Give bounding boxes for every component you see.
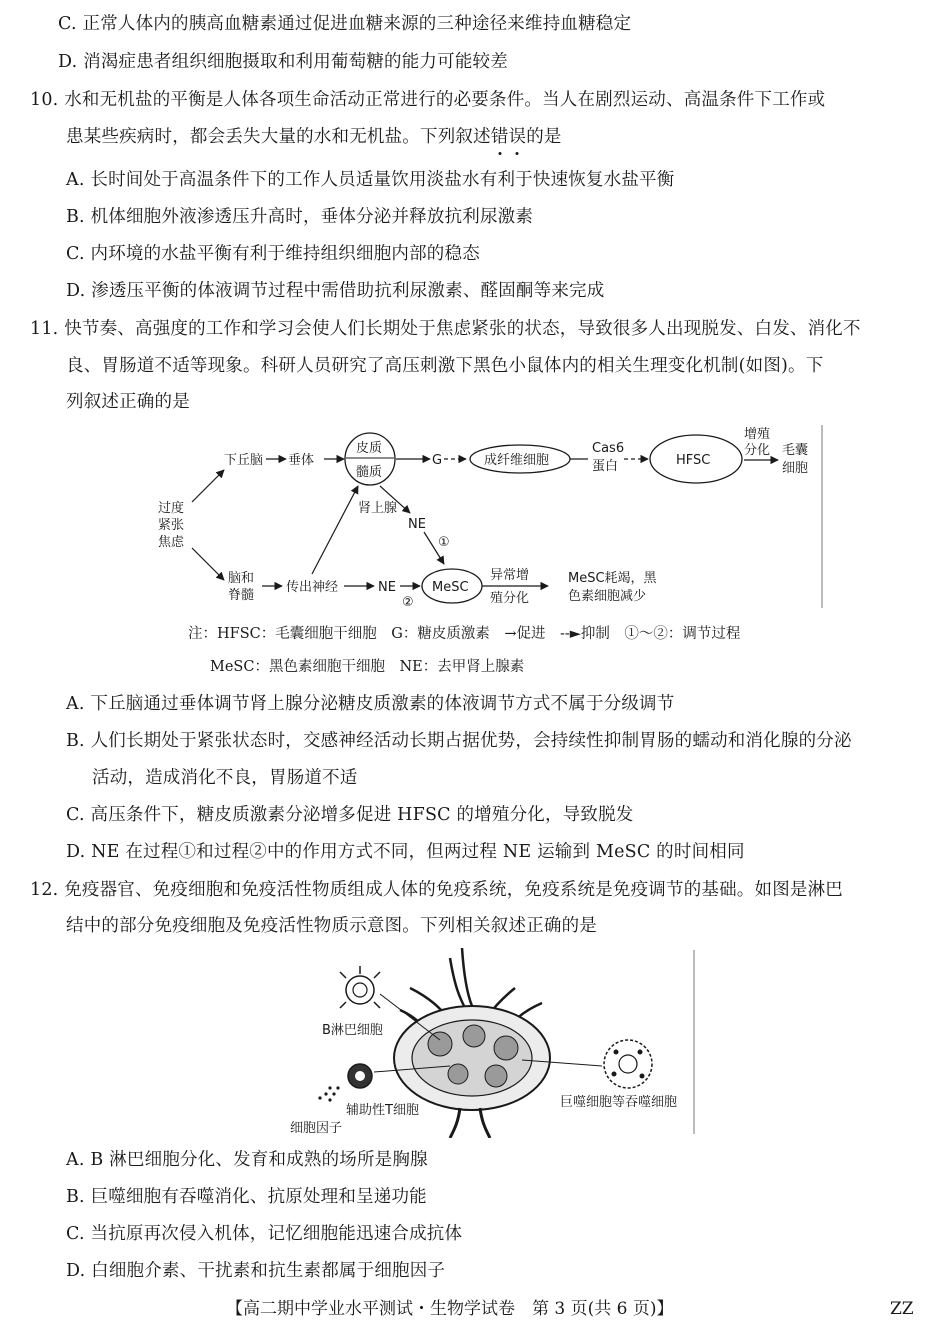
stress-label-1: 过度 [158,501,185,516]
q10-option-b: B. 机体细胞外液渗透压升高时，垂体分泌并释放抗利尿激素 [66,207,534,227]
result-label-2: 色素细胞减少 [568,589,647,604]
efferent-nerve-label: 传出神经 [286,580,339,595]
q9-option-c: C. 正常人体内的胰高血糖素通过促进血糖来源的三种途径来维持血糖稳定 [58,14,632,34]
emphasis-char-2: 误 [508,127,527,147]
b-cell-label: B淋巴细胞 [322,1023,383,1038]
mesc-label: MeSC [432,580,469,595]
cytokine-label: 细胞因子 [290,1121,343,1136]
medulla-label: 髓质 [356,465,383,480]
stress-label-2: 紧张 [158,518,185,533]
lymph-node-figure [290,948,700,1138]
ne-label-2: NE [378,580,396,595]
page-footer-code: ZZ [890,1299,914,1319]
helper-t-cell-label: 辅助性T细胞 [346,1103,419,1118]
pituitary-label: 垂体 [288,453,315,468]
fibroblast-label: 成纤维细胞 [484,453,550,468]
brain-label-2: 脊髓 [228,588,255,603]
diagram-note-line2: MeSC：黑色素细胞干细胞 NE：去甲肾上腺素 [210,659,525,675]
process-1-marker: ① [438,535,450,550]
emphasis-char-1: 错 [490,127,509,147]
q10-stem-line2: 患某些疾病时，都会丢失大量的水和无机盐。下列叙述错误的是 [66,127,562,147]
q12-option-c: C. 当抗原再次侵入机体，记忆细胞能迅速合成抗体 [66,1224,463,1244]
g-label: G [432,453,443,468]
abnormal-label-2: 殖分化 [490,591,530,606]
cas6-label-2: 蛋白 [592,459,619,474]
proliferation-label-2: 分化 [744,443,771,458]
adrenal-label: 肾上腺 [358,501,398,516]
q10-option-c: C. 内环境的水盐平衡有利于维持组织细胞内部的稳态 [66,244,480,264]
page-footer-title: 【高二期中学业水平测试・生物学试卷 第 3 页(共 6 页)】 [226,1299,674,1319]
diagram-note-line1: 注：HFSC：毛囊细胞干细胞 G：糖皮质激素 →促进 --►抑制 ①～②：调节过程 [188,626,741,642]
result-label-1: MeSC耗竭，黑 [568,571,657,586]
q11-stem-line2: 良、胃肠道不适等现象。科研人员研究了高压刺激下黑色小鼠体内的相关生理变化机制(如图)。下 [66,356,824,376]
macrophage-label: 巨噬细胞等吞噬细胞 [560,1095,678,1110]
abnormal-label-1: 异常增 [490,568,530,583]
q11-option-b-line1: B. 人们长期处于紧张状态时，交感神经活动长期占据优势，会持续性抑制胃肠的蠕动和消化腺的分泌 [66,731,852,751]
q10-option-d: D. 渗透压平衡的体液调节过程中需借助抗利尿激素、醛固酮等来完成 [66,281,605,301]
q11-option-d: D. NE 在过程①和过程②中的作用方式不同，但两过程 NE 运输到 MeSC 的时间相同 [66,842,745,862]
cortex-label: 皮质 [356,441,383,456]
q11-stem-line1: 11. 快节奏、高强度的工作和学习会使人们长期处于焦虑紧张的状态，导致很多人出现脱发、白发、消化不 [30,319,861,339]
q12-stem-line2: 结中的部分免疫细胞及免疫活性物质示意图。下列相关叙述正确的是 [66,916,597,936]
hypothalamus-label: 下丘脑 [224,453,264,468]
process-2-marker: ② [402,595,414,610]
proliferation-label-1: 增殖 [744,427,771,442]
mechanism-diagram [148,420,828,615]
stress-label-3: 焦虑 [158,535,185,550]
q11-option-b-line2: 活动，造成消化不良，胃肠道不适 [92,768,358,788]
cas6-label-1: Cas6 [592,441,625,456]
q11-option-c: C. 高压条件下，糖皮质激素分泌增多促进 HFSC 的增殖分化，导致脱发 [66,805,634,825]
hair-follicle-label-2: 细胞 [782,461,809,476]
hfsc-label: HFSC [676,453,711,468]
q12-option-a: A. B 淋巴细胞分化、发育和成熟的场所是胸腺 [66,1150,428,1170]
ne-label: NE [408,517,426,532]
q12-stem-line1: 12. 免疫器官、免疫细胞和免疫活性物质组成人体的免疫系统，免疫系统是免疫调节的基础。如图是淋巴 [30,880,843,900]
q10-stem-line1: 10. 水和无机盐的平衡是人体各项生命活动正常进行的必要条件。当人在剧烈运动、高温条件下工作或 [30,90,826,110]
q11-option-a: A. 下丘脑通过垂体调节肾上腺分泌糖皮质激素的体液调节方式不属于分级调节 [66,694,675,714]
brain-label-1: 脑和 [228,571,255,586]
q12-option-b: B. 巨噬细胞有吞噬消化、抗原处理和呈递功能 [66,1187,427,1207]
q11-stem-line3: 列叙述正确的是 [66,392,190,412]
q9-option-d: D. 消渴症患者组织细胞摄取和利用葡萄糖的能力可能较差 [58,52,508,72]
hair-follicle-label-1: 毛囊 [782,443,809,458]
q12-option-d: D. 白细胞介素、干扰素和抗生素都属于细胞因子 [66,1261,446,1281]
q10-option-a: A. 长时间处于高温条件下的工作人员适量饮用淡盐水有利于快速恢复水盐平衡 [66,170,675,190]
